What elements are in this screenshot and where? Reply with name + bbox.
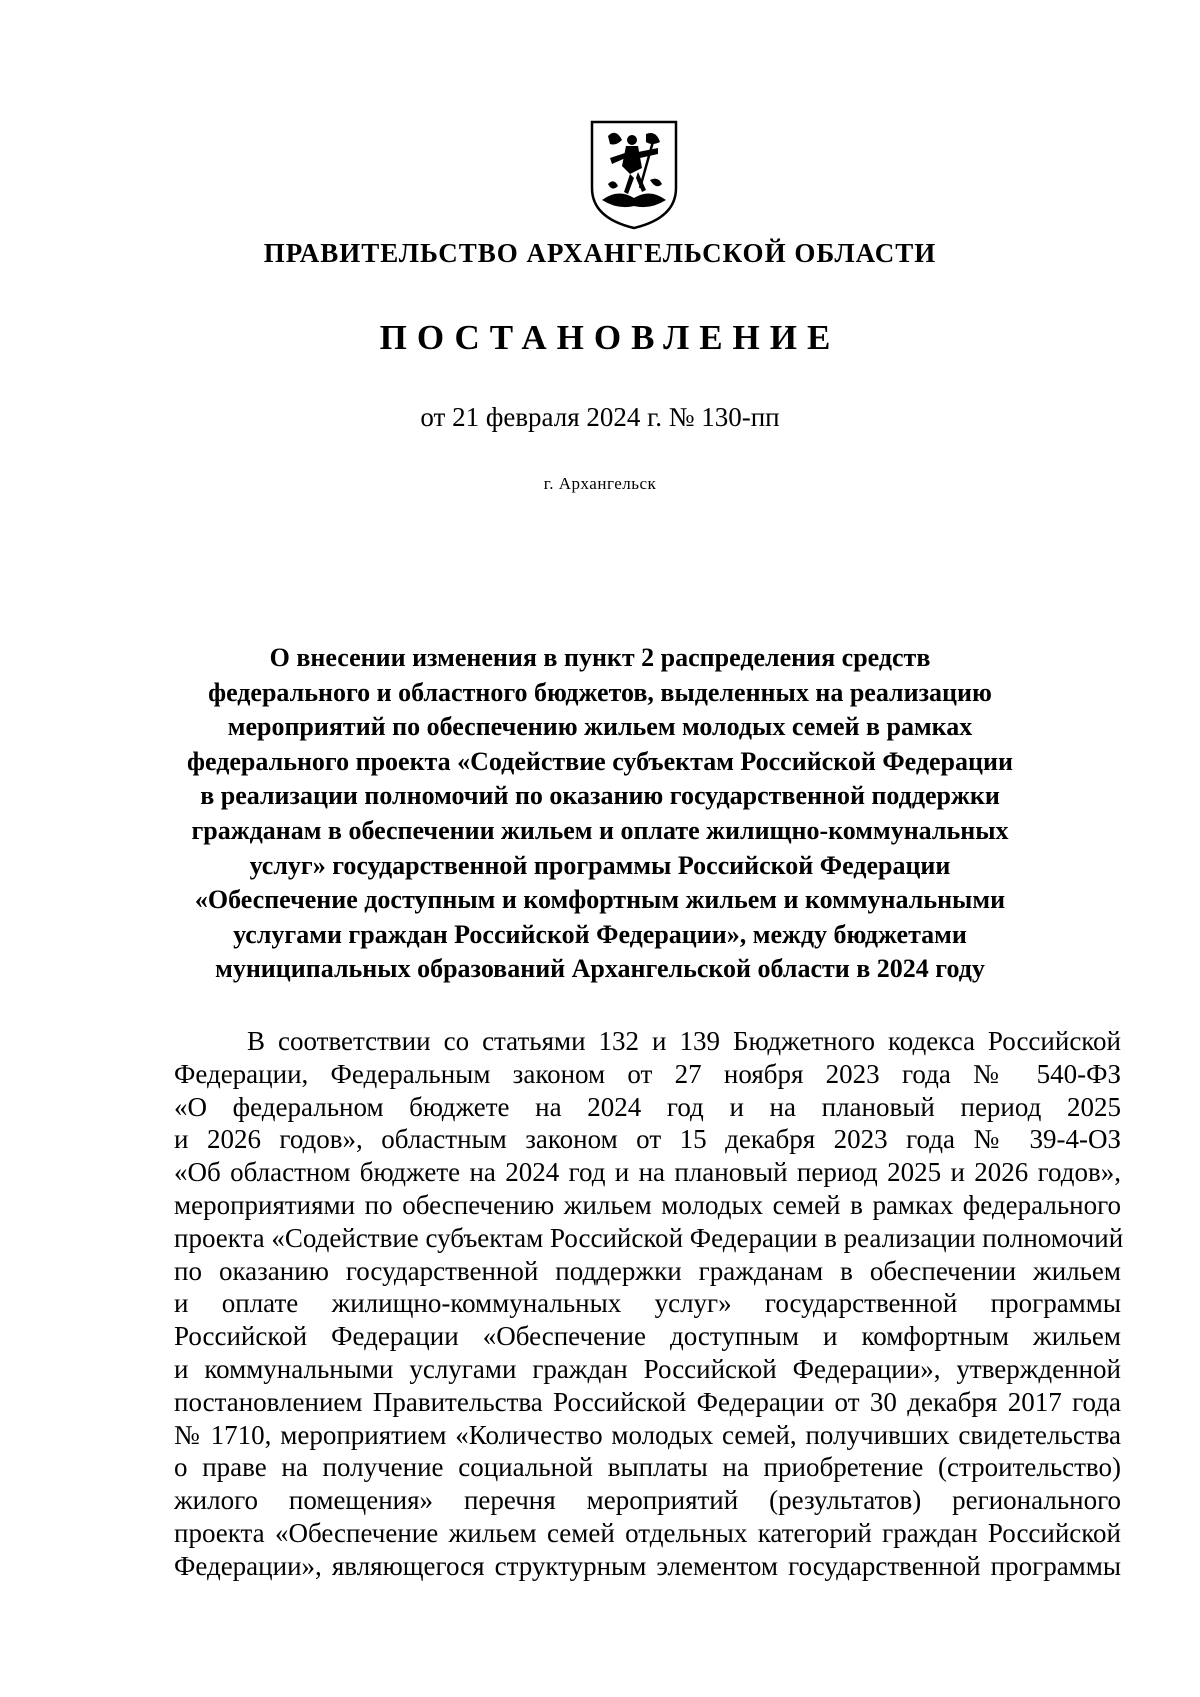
body-line: проекта «Содействие субъектам Российской Федерации в реализации полномочий [174,1222,1124,1253]
body-line: и оплате жилищно-коммунальных услуг» государственной программы [174,1288,1121,1319]
title-line: услуг» государственной программы Российской Федерации [249,850,951,880]
title-line: в реализации полномочий по оказанию государственной поддержки [200,781,1000,811]
body-line: «О федеральном бюджете на 2024 год и на плановый период 2025 [174,1091,1121,1122]
body-line: по оказанию государственной поддержки гражданам в обеспечении жильем [174,1255,1121,1286]
body-line: жилого помещения» перечня мероприятий (результатов) регионального [174,1485,1121,1516]
body-line: Федерации», являющегося структурным элементом государственной программы [174,1550,1121,1581]
title-line: федерального проекта «Содействие субъектам Российской Федерации [187,746,1013,776]
body-line: о праве на получение социальной выплаты на приобретение (строительство) [174,1452,1121,1483]
body-line: «Об областном бюджете на 2024 год и на плановый период 2025 и 2026 годов», [174,1157,1121,1188]
document-date-number: от 21 февраля 2024 г. № 130-пп [420,402,780,432]
organization-name: ПРАВИТЕЛЬСТВО АРХАНГЕЛЬСКОЙ ОБЛАСТИ [263,238,937,268]
title-line: мероприятий по обеспечению жильем молодых семей в рамках [227,712,973,742]
body-line: и 2026 годов», областным законом от 15 декабря 2023 года № 39-4-ОЗ [174,1124,1121,1155]
title-line: гражданам в обеспечении жильем и оплате жилищно-коммунальных [191,815,1009,845]
title-line: федерального и областного бюджетов, выделенных на реализацию [208,677,992,707]
body-line: мероприятиями по обеспечению жильем молодых семей в рамках федерального [174,1189,1121,1220]
body-line: проекта «Обеспечение жильем семей отдельных категорий граждан Российской [174,1517,1121,1548]
body-line: Федерации, Федеральным законом от 27 ноября 2023 года № 540-ФЗ [174,1058,1121,1089]
document-city: г. Архангельск [543,474,657,493]
document-body [174,1025,1124,1583]
title-line: услугами граждан Российской Федерации», между бюджетами [233,919,967,949]
document-type: ПОСТАНОВЛЕНИЕ [379,318,841,357]
document-title [150,641,1050,987]
body-line: и коммунальными услугами граждан Российской Федерации», утвержденной [174,1353,1121,1384]
body-line: № 1710, мероприятием «Количество молодых семей, получивших свидетельства [174,1419,1121,1450]
title-line: «Обеспечение доступным и комфортным жильем и коммунальными [194,885,1006,915]
body-line: постановлением Правительства Российской Федерации от 30 декабря 2017 года [174,1386,1121,1417]
body-line: Российской Федерации «Обеспечение доступным и комфортным жильем [174,1321,1121,1352]
arkhangelsk-coat-of-arms-icon [588,118,680,230]
body-line: В соответствии со статьями 132 и 139 Бюджетного кодекса Российской [247,1026,1121,1056]
title-line: О внесении изменения в пункт 2 распределения средств [269,643,931,672]
title-line: муниципальных образований Архангельской области в 2024 году [215,954,985,984]
